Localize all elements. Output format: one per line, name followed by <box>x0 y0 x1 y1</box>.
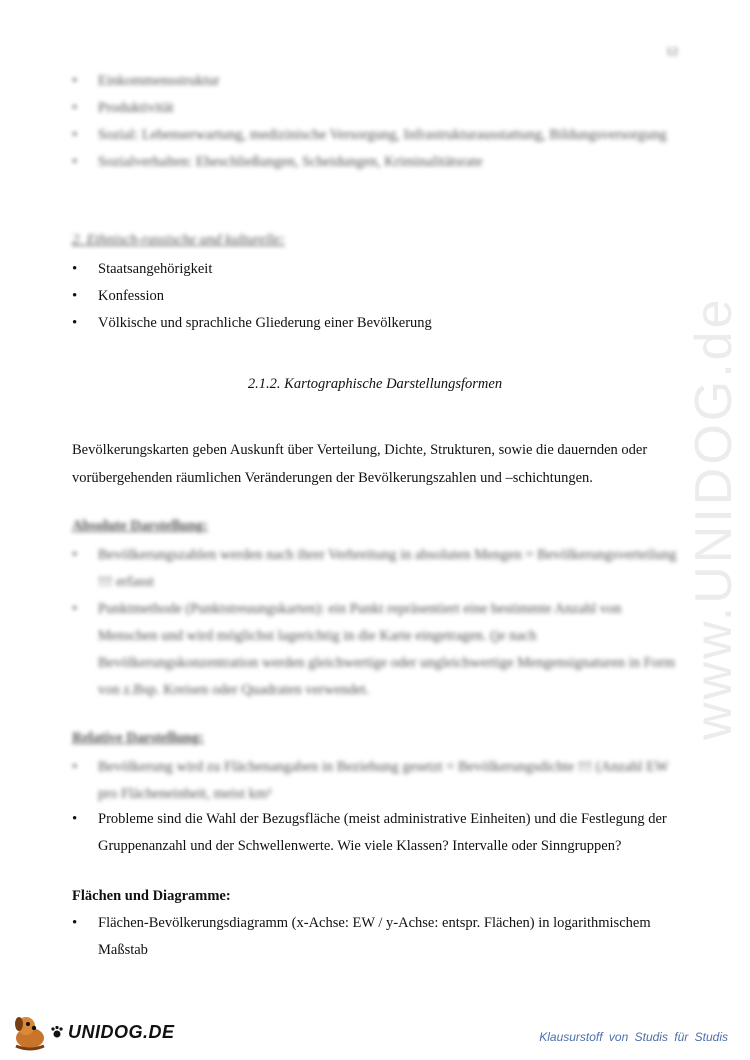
relative-list <box>72 806 682 860</box>
relative-heading: Relative Darstellung: <box>72 730 204 746</box>
diagram-list <box>72 910 682 964</box>
top-list <box>72 68 682 176</box>
list-item: • Punktmethode (Punktstreuungskarten): ein Punkt repräsentiert eine bestimmte Anzahl von Menschen und wird möglichst lagerichtig in die Karte eingetragen. (je nach Bevölkerungskonzentration werden gleichwertige oder ungleichwertige Mengensignaturen in Form von z.Bsp. Kreisen oder Quadraten verwendet. <box>72 596 682 704</box>
ethnic-list <box>72 256 682 337</box>
paw-icon <box>50 1025 64 1039</box>
relative-blurred-list <box>72 754 682 808</box>
unidog-logo <box>10 1012 175 1052</box>
list-item: • Bevölkerungszahlen werden nach ihrer Verbreitung in absoluten Mengen = Bevölkerungsverteilung !!! erfasst <box>72 542 682 596</box>
list-item: • Staatsangehörigkeit <box>72 256 682 283</box>
list-item: • Sozialverhalten: Eheschließungen, Scheidungen, Kriminalitätsrate <box>72 149 682 176</box>
list-item: • Konfession <box>72 283 682 310</box>
absolute-heading: Absolute Darstellung: <box>72 518 208 534</box>
list-item: • Flächen-Bevölkerungsdiagramm (x-Achse: EW / y-Achse: entspr. Flächen) in logarithmischem Maßstab <box>72 910 682 964</box>
logo-text: UNIDOG.DE <box>68 1021 175 1042</box>
list-item: • Sozial: Lebenserwartung, medizinische Versorgung, Infrastrukturausstattung, Bildungsversorgung <box>72 122 682 149</box>
list-item: • Völkische und sprachliche Gliederung einer Bevölkerung <box>72 310 682 337</box>
page-number: 12 <box>666 44 678 58</box>
list-item: • Einkommensstruktur <box>72 68 682 95</box>
section-title: 2.1.2. Kartographische Darstellungsformen <box>247 376 503 392</box>
diagram-heading: Flächen und Diagramme: <box>72 888 231 904</box>
list-item: • Bevölkerung wird zu Flächenangaben in Beziehung gesetzt = Bevölkerungsdichte !!! (Anzahl EW pro Flächeneinheit, meist km² <box>72 754 682 808</box>
dog-icon <box>10 1012 50 1052</box>
footer-tagline: Klausurstoff von Studis für Studis <box>539 1030 728 1044</box>
list-item: • Probleme sind die Wahl der Bezugsfläche (meist administrative Einheiten) und die Festlegung der Gruppenanzahl und der Schwellenwerte. Wie viele Klassen? Intervalle oder Sinngruppen? <box>72 806 682 860</box>
intro-paragraph: Bevölkerungskarten geben Auskunft über Verteilung, Dichte, Strukturen, sowie die dauernden oder vorübergehenden räumlichen Veränderungen der Bevölkerungszahlen und –schichtungen. <box>72 442 648 486</box>
ethnic-heading: 2. Ethnisch-rassische und kulturelle: <box>72 232 285 248</box>
list-item: • Produktivität <box>72 95 682 122</box>
absolute-list <box>72 542 682 704</box>
watermark: www.UNIDOG.de <box>685 296 743 740</box>
